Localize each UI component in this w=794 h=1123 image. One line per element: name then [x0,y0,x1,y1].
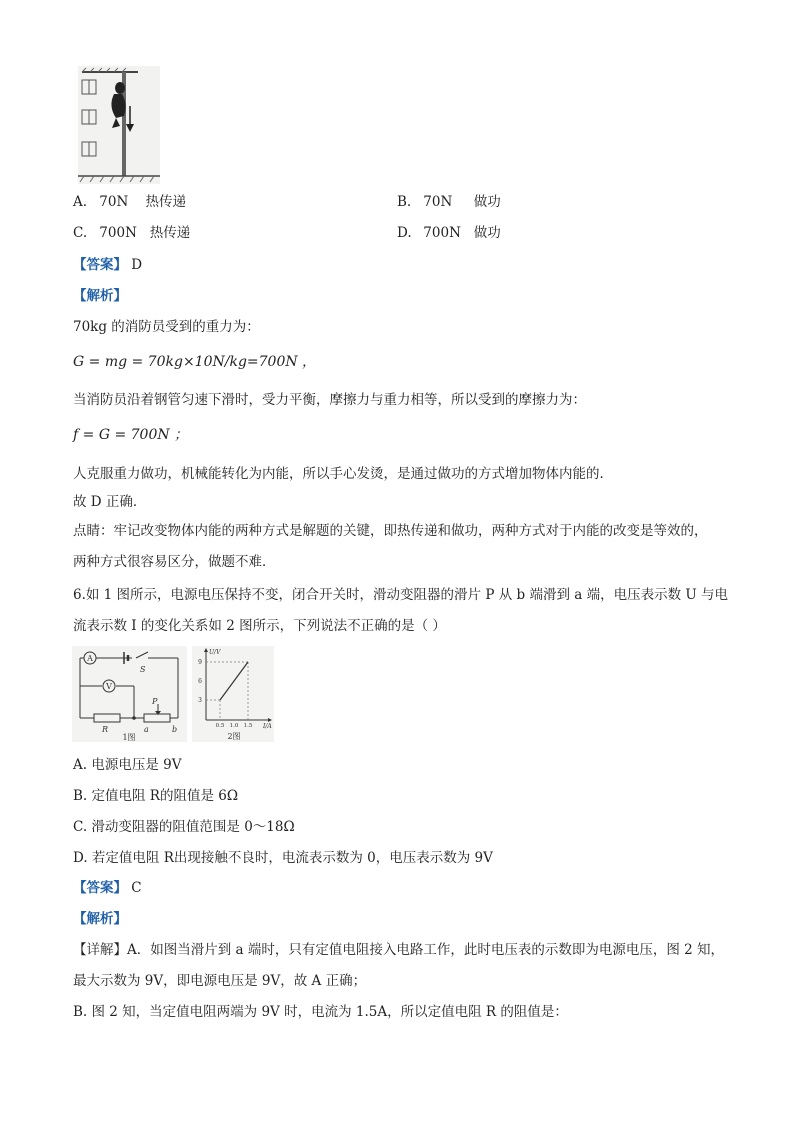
q6-option-b: B. 定值电阻 R的阻值是 6Ω [73,788,239,804]
option-a: A. 70N 热传递 [73,194,186,210]
analysis-line: 70kg 的消防员受到的重力为： [73,319,260,335]
gravity-formula: G = mg = 70kg×10N/kg=700N ， [73,354,317,370]
fig2-ytick: 3 [198,697,202,704]
analysis-line: 人克服重力做功，机械能转化为内能，所以手心发烫，是通过做功的方式增加物体内能的． [73,466,613,482]
q6-option-d: D. 若定值电阻 R出现接触不良时，电流表示数为 0，电压表示数为 9V [73,850,493,866]
analysis-line: 故 D 正确． [73,494,147,510]
fig2-xtick: 1.0 [229,723,239,729]
option-c: C. 700N 热传递 [73,225,191,241]
answer-tag: 【答案】 [73,880,127,896]
question-stem: 6.如 1 图所示，电源电压保持不变，闭合开关时，滑动变阻器的滑片 P 从 b 端滑到 a 端，电压表示数 U 与电 [73,587,729,603]
fig2-xtick: 1.5 [243,723,253,729]
slider-label: P [152,697,158,706]
answer-tag: 【答案】 [73,257,127,273]
fig2-xlabel: I/A [263,723,272,730]
analysis-line: 两种方式很容易区分，做题不难． [73,554,276,570]
fig2-ylabel: U/V [209,649,221,656]
option-b: B. 70N 做功 [397,194,501,210]
analysis-tag: 【解析】 [73,288,127,304]
fig1-caption: 1图 [122,733,136,742]
fig2-ytick: 6 [198,678,202,685]
resistor-label: R [102,725,109,734]
analysis-line: 当消防员沿着钢管匀速下滑时，受力平衡，摩擦力与重力相等，所以受到的摩擦力为： [73,392,586,408]
ammeter-label: A [87,654,93,663]
q6-answer-row [73,879,142,897]
q6-option-a: A. 电源电压是 9V [73,757,182,773]
option-d: D. 700N 做功 [397,225,501,241]
q6-option-c: C. 滑动变阻器的阻值范围是 0～18Ω [73,819,295,835]
friction-formula: f = G = 700N ； [73,427,189,443]
voltmeter-label: V [106,682,112,691]
question-stem: 流表示数 I 的变化关系如 2 图所示，下列说法不正确的是（ ） [73,618,446,634]
fig2-ytick: 9 [198,659,202,666]
detail-line: B. 图 2 知，当定值电阻两端为 9V 时，电流为 1.5A，所以定值电阻 R 的阻值是： [73,1004,568,1020]
firefighter-pole-figure [78,66,160,184]
answer-row [73,256,142,274]
ui-graph [192,646,274,742]
switch-label: S [140,665,146,674]
terminal-a-label: a [144,725,149,734]
circuit-diagram [72,646,187,742]
q6-analysis-tag: 【解析】 [73,911,127,927]
answer-value: D [131,257,143,273]
fig2-xtick: 0.5 [215,723,225,729]
detail-line: 【详解】A．如图当滑片到 a 端时，只有定值电阻接入电路工作，此时电压表的示数即为电源电压，图 2 知， [73,942,725,958]
detail-line: 最大示数为 9V，即电源电压是 9V，故 A 正确； [73,973,367,989]
analysis-line: 点睛：牢记改变物体内能的两种方式是解题的关键，即热传递和做功，两种方式对于内能的改变是等效的， [73,523,708,539]
answer-value: C [131,880,142,896]
fig2-caption: 2图 [227,732,241,741]
terminal-b-label: b [172,725,178,734]
